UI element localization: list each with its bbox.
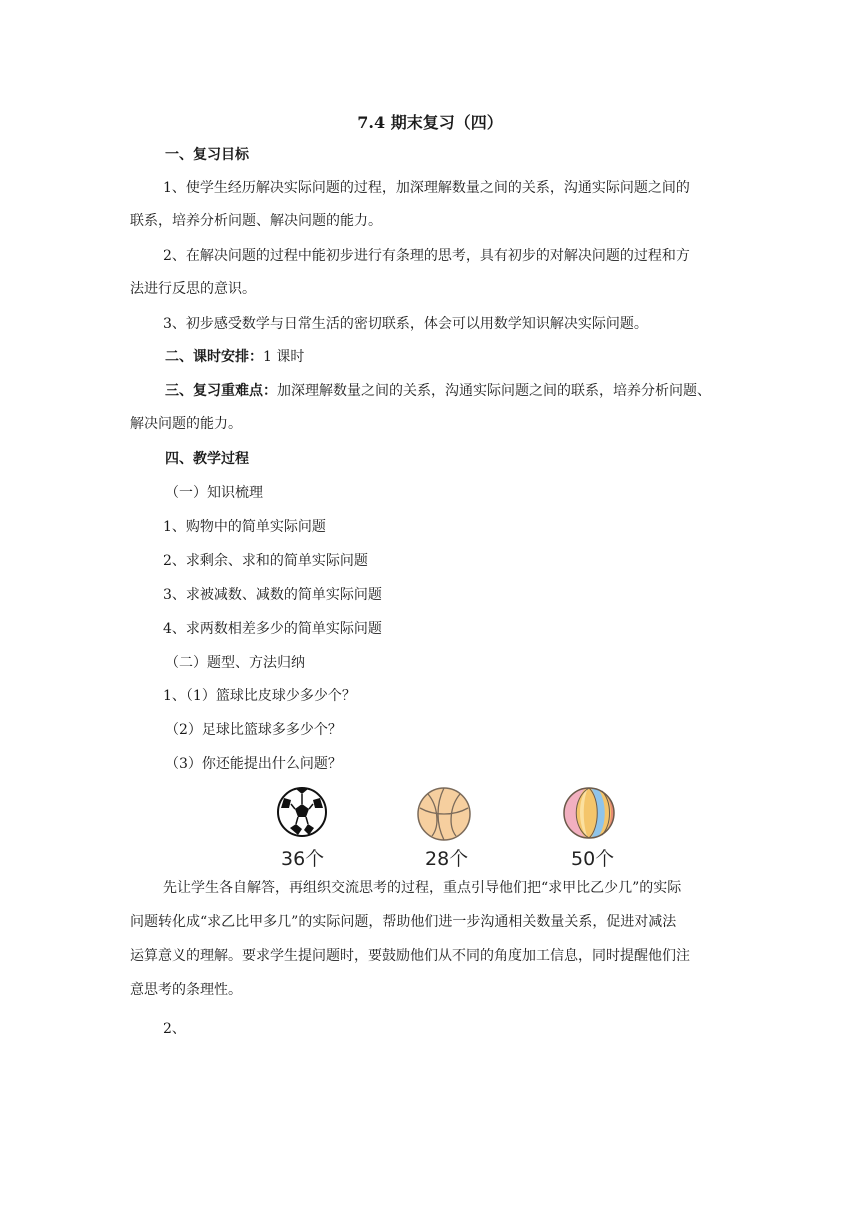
knowledge-item-1: 1、购物中的简单实际问题 bbox=[163, 519, 326, 535]
goal-2-line-1: 2、在解决问题的过程中能初步进行有条理的思考，具有初步的对解决问题的过程和方 bbox=[163, 248, 690, 264]
beach-ball-icon bbox=[562, 786, 616, 840]
section-heading-goals: 一、复习目标 bbox=[165, 147, 249, 163]
soccer-ball-count: 36个 bbox=[281, 848, 325, 870]
basketball-count: 28个 bbox=[425, 848, 469, 870]
basketball-icon bbox=[416, 786, 472, 842]
section-key-points bbox=[165, 381, 765, 401]
key-points-line-2: 解决问题的能力。 bbox=[130, 416, 242, 432]
method-paragraph-line-2: 问题转化成“求乙比甲多几”的实际问题，帮助他们进一步沟通相关数量关系，促进对减法 bbox=[130, 914, 677, 930]
goal-1-line-2: 联系，培养分析问题、解决问题的能力。 bbox=[130, 213, 382, 229]
subsection-methods: （二）题型、方法归纳 bbox=[165, 655, 305, 671]
item-2: 2、 bbox=[163, 1021, 186, 1037]
method-paragraph-line-1: 先让学生各自解答，再组织交流思考的过程，重点引导他们把“求甲比乙少几”的实际 bbox=[163, 880, 682, 896]
key-points-label: 三、复习重难点： bbox=[165, 383, 277, 399]
knowledge-item-2: 2、求剩余、求和的简单实际问题 bbox=[163, 553, 368, 569]
page-title: 7.4 期末复习（四） bbox=[357, 113, 503, 132]
section-schedule bbox=[165, 347, 765, 367]
beach-ball-count: 50个 bbox=[571, 848, 615, 870]
ball-figure bbox=[0, 786, 860, 870]
subsection-knowledge: （一）知识梳理 bbox=[165, 485, 263, 501]
schedule-label: 二、课时安排： bbox=[165, 349, 263, 365]
goal-3: 3、初步感受数学与日常生活的密切联系，体会可以用数学知识解决实际问题。 bbox=[163, 316, 648, 332]
method-paragraph-line-4: 意思考的条理性。 bbox=[130, 982, 242, 998]
method-paragraph-line-3: 运算意义的理解。要求学生提问题时，要鼓励他们从不同的角度加工信息，同时提醒他们注 bbox=[130, 948, 690, 964]
knowledge-item-3: 3、求被减数、减数的简单实际问题 bbox=[163, 587, 382, 603]
question-2: （2）足球比篮球多多少个？ bbox=[165, 722, 342, 738]
key-points-value: 加深理解数量之间的关系，沟通实际问题之间的联系，培养分析问题、 bbox=[277, 383, 711, 399]
knowledge-item-4: 4、求两数相差多少的简单实际问题 bbox=[163, 621, 382, 637]
question-3: （3）你还能提出什么问题？ bbox=[165, 756, 342, 772]
goal-2-line-2: 法进行反思的意识。 bbox=[130, 281, 256, 297]
section-heading-process: 四、教学过程 bbox=[165, 451, 249, 467]
schedule-value: 1 课时 bbox=[263, 349, 305, 365]
question-1: 1、（1）篮球比皮球少多少个？ bbox=[163, 688, 356, 704]
goal-1-line-1: 1、使学生经历解决实际问题的过程，加深理解数量之间的关系，沟通实际问题之间的 bbox=[163, 180, 690, 196]
soccer-ball-icon bbox=[276, 786, 328, 838]
